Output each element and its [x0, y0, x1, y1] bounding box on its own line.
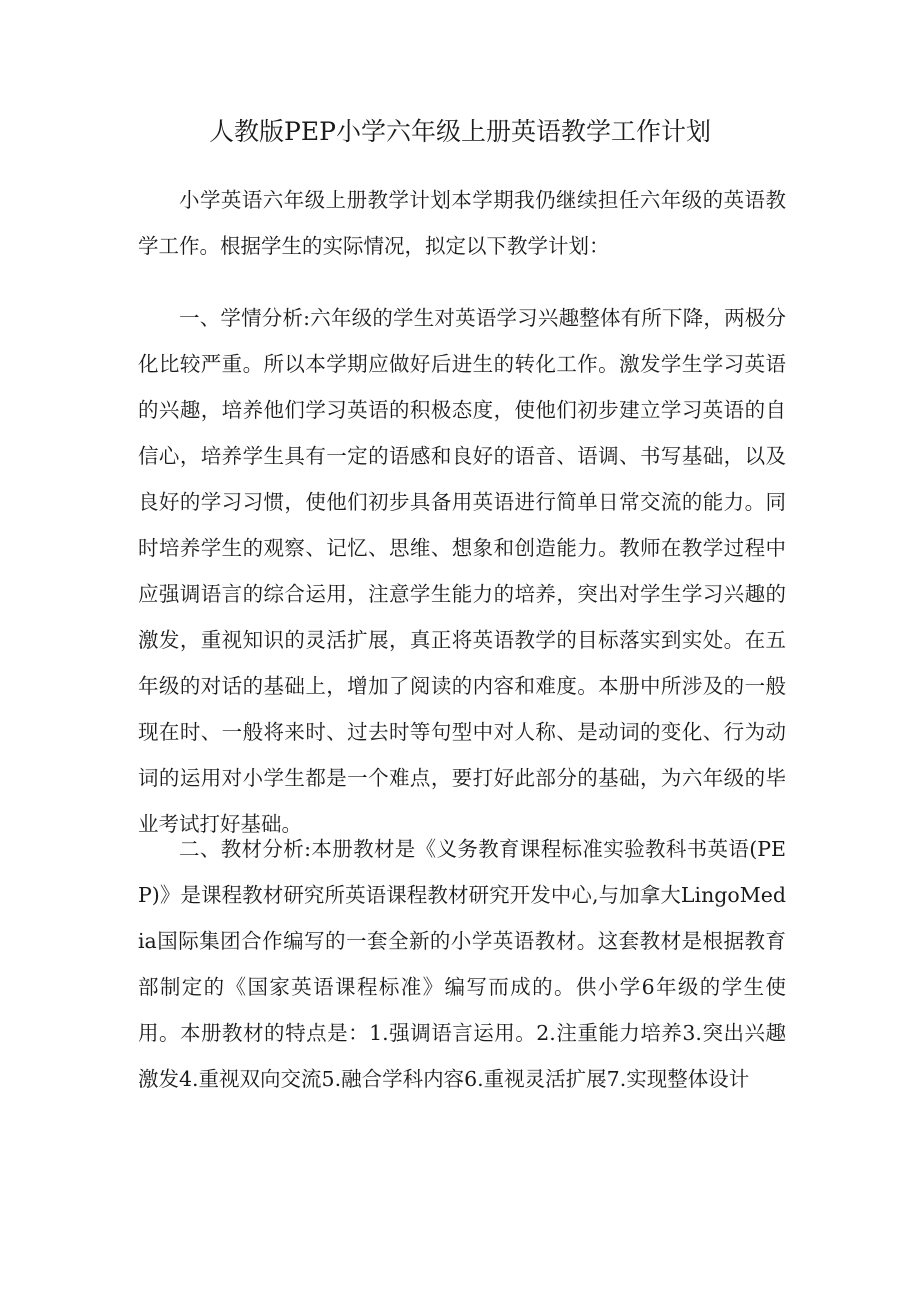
- document-title: 人教版PEP小学六年级上册英语教学工作计划: [209, 117, 711, 146]
- textbook-analysis-paragraph: 二、教材分析:本册教材是《义务教育课程标准实验教科书英语(PEP)》是课程教材研究所英语课程教材研究开发中心,与加拿大LingoMedia国际集团合作编写的一套全新的小学英语教材。这套教材是根据教育部制定的《国家英语课程标准》编写而成的。供小学6年级的学生使用。本册教材的特点是：1.强调语言运用。2.注重能力培养3.突出兴趣激发4.重视双向交流5.融合学科内容6.重视灵活扩展7.实现整体设计: [138, 837, 786, 1091]
- learning-analysis-paragraph: 一、学情分析:六年级的学生对英语学习兴趣整体有所下降，两极分化比较严重。所以本学期应做好后进生的转化工作。激发学生学习英语的兴趣，培养他们学习英语的积极态度，使他们初步建立学习英语的自信心，培养学生具有一定的语感和良好的语音、语调、书写基础，以及良好的学习习惯，使他们初步具备用英语进行简单日常交流的能力。同时培养学生的观察、记忆、思维、想象和创造能力。教师在教学过程中应强调语言的综合运用，注意学生能力的培养，突出对学生学习兴趣的激发，重视知识的灵活扩展，真正将英语教学的目标落实到实处。在五年级的对话的基础上，增加了阅读的内容和难度。本册中所涉及的一般现在时、一般将来时、过去时等句型中对人称、是动词的变化、行为动词的运用对小学生都是一个难点，要打好此部分的基础，为六年级的毕业考试打好基础。: [138, 306, 786, 836]
- intro-paragraph: 小学英语六年级上册教学计划本学期我仍继续担任六年级的英语教学工作。根据学生的实际情况，拟定以下教学计划：: [138, 188, 786, 258]
